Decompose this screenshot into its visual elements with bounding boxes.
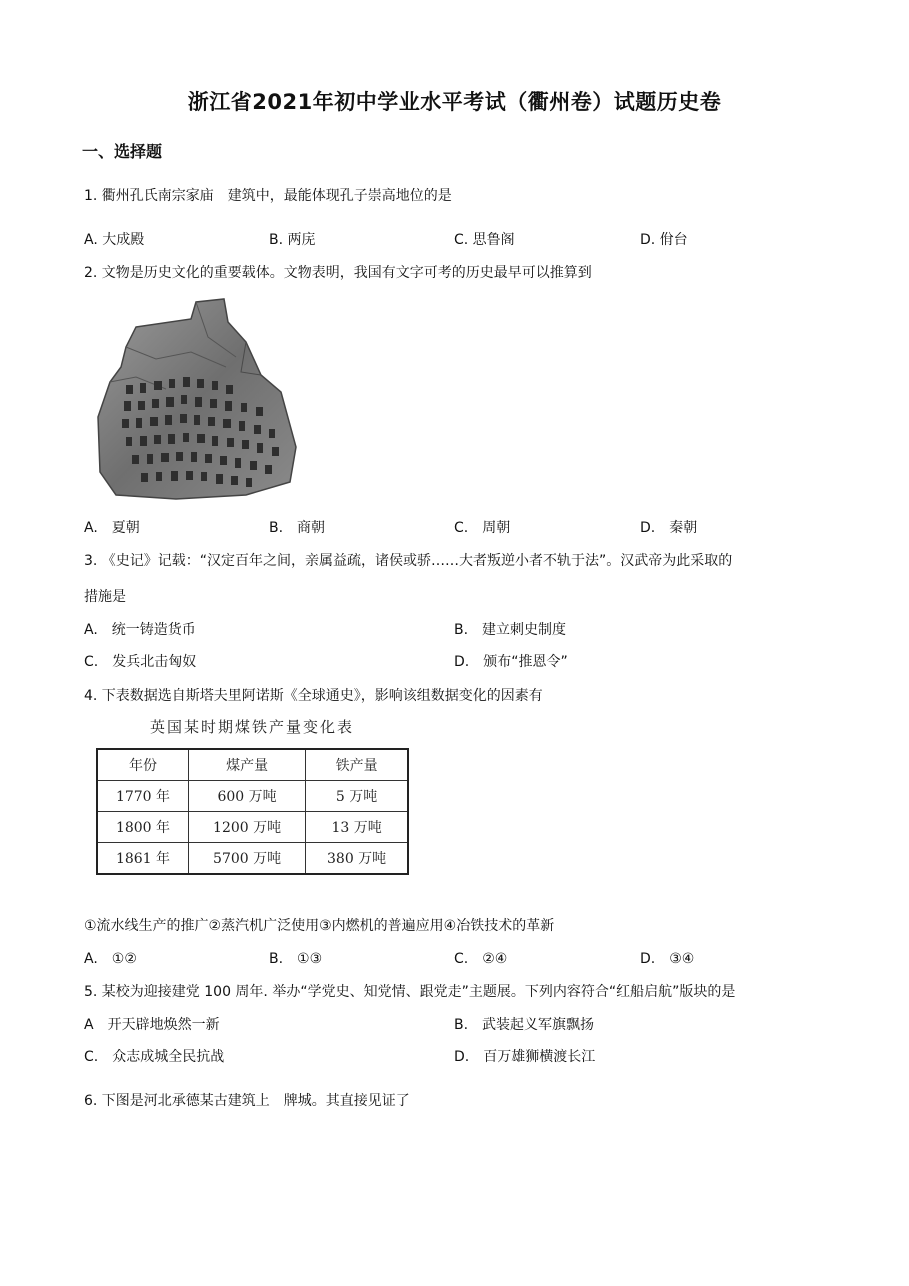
q3-option-c[interactable]: C. 发兵北击匈奴: [84, 654, 197, 670]
question-2-stem: 2. 文物是历史文化的重要载体。文物表明，我国有文字可考的历史最早可以推算到: [84, 265, 592, 281]
table-row: [97, 843, 408, 875]
table-row: [97, 812, 408, 843]
table-cell: 13 万吨: [306, 812, 408, 843]
q2-option-c[interactable]: C. 周朝: [454, 520, 511, 536]
question-1-stem: 1. 衢州孔氏南宗家庙 建筑中，最能体现孔子崇高地位的是: [84, 188, 452, 204]
q5-option-d[interactable]: D. 百万雄狮横渡长江: [454, 1049, 596, 1065]
table-header-cell: 年份: [97, 749, 188, 781]
q5-option-a[interactable]: A 开天辟地焕然一新: [84, 1017, 220, 1033]
oracle-bone-image: [96, 297, 306, 502]
table-cell: 600 万吨: [188, 781, 305, 812]
question-6-stem: 6. 下图是河北承德某古建筑上 牌城。其直接见证了: [84, 1093, 410, 1109]
q5-option-c[interactable]: C. 众志成城全民抗战: [84, 1049, 225, 1065]
table-header-cell: 煤产量: [188, 749, 305, 781]
question-5-stem: 5. 某校为迎接建党 100 周年. 举办“学党史、知党情、跟党走”主题展。下列内容符合“红船启航”版块的是: [84, 984, 736, 1000]
q4-option-a[interactable]: A. ①②: [84, 951, 137, 967]
table-cell: 1861 年: [97, 843, 188, 875]
q4-option-b[interactable]: B. ①③: [269, 951, 323, 967]
question-4-stem: 4. 下表数据选自斯塔夫里阿诺斯《全球通史》，影响该组数据变化的因素有: [84, 688, 543, 704]
table-cell: 1800 年: [97, 812, 188, 843]
q4-option-d[interactable]: D. ③④: [640, 951, 695, 967]
q3-option-b[interactable]: B. 建立刺史制度: [454, 622, 567, 638]
question-4-factors: ①流水线生产的推广②蒸汽机广泛使用③内燃机的普遍应用④冶铁技术的革新: [84, 918, 555, 934]
page-title: 浙江省2021年初中学业水平考试（衢州卷）试题历史卷: [187, 90, 722, 114]
q3-option-d[interactable]: D. 颁布“推恩令”: [454, 654, 568, 670]
table-cell: 1200 万吨: [188, 812, 305, 843]
table-caption: 英国某时期煤铁产量变化表: [149, 718, 354, 736]
table-row: [97, 781, 408, 812]
coal-iron-table: [96, 748, 409, 875]
q4-option-c[interactable]: C. ②④: [454, 951, 508, 967]
table-cell: 5 万吨: [306, 781, 408, 812]
q5-option-b[interactable]: B. 武装起义军旗飘扬: [454, 1017, 595, 1033]
q3-option-a[interactable]: A. 统一铸造货币: [84, 622, 196, 638]
q2-option-a[interactable]: A. 夏朝: [84, 520, 140, 536]
table-cell: 5700 万吨: [188, 843, 305, 875]
table-header-cell: 铁产量: [306, 749, 408, 781]
section-heading: 一、选择题: [82, 142, 163, 161]
table-cell: 380 万吨: [306, 843, 408, 875]
q2-option-b[interactable]: B. 商朝: [269, 520, 326, 536]
q1-option-c[interactable]: C. 思鲁阁: [454, 232, 515, 248]
q1-option-d[interactable]: D. 佾台: [640, 232, 688, 248]
q2-option-d[interactable]: D. 秦朝: [640, 520, 698, 536]
q1-option-a[interactable]: A. 大成殿: [84, 232, 145, 248]
table-header-row: [97, 749, 408, 781]
question-3-stem-line2: 措施是: [84, 589, 126, 605]
q1-option-b[interactable]: B. 两庑: [269, 232, 316, 248]
table-cell: 1770 年: [97, 781, 188, 812]
question-3-stem-line1: 3. 《史记》记载：“汉定百年之间，亲属益疏，诸侯或骄……大者叛逆小者不轨于法”。汉武帝为此采取的: [84, 553, 733, 569]
